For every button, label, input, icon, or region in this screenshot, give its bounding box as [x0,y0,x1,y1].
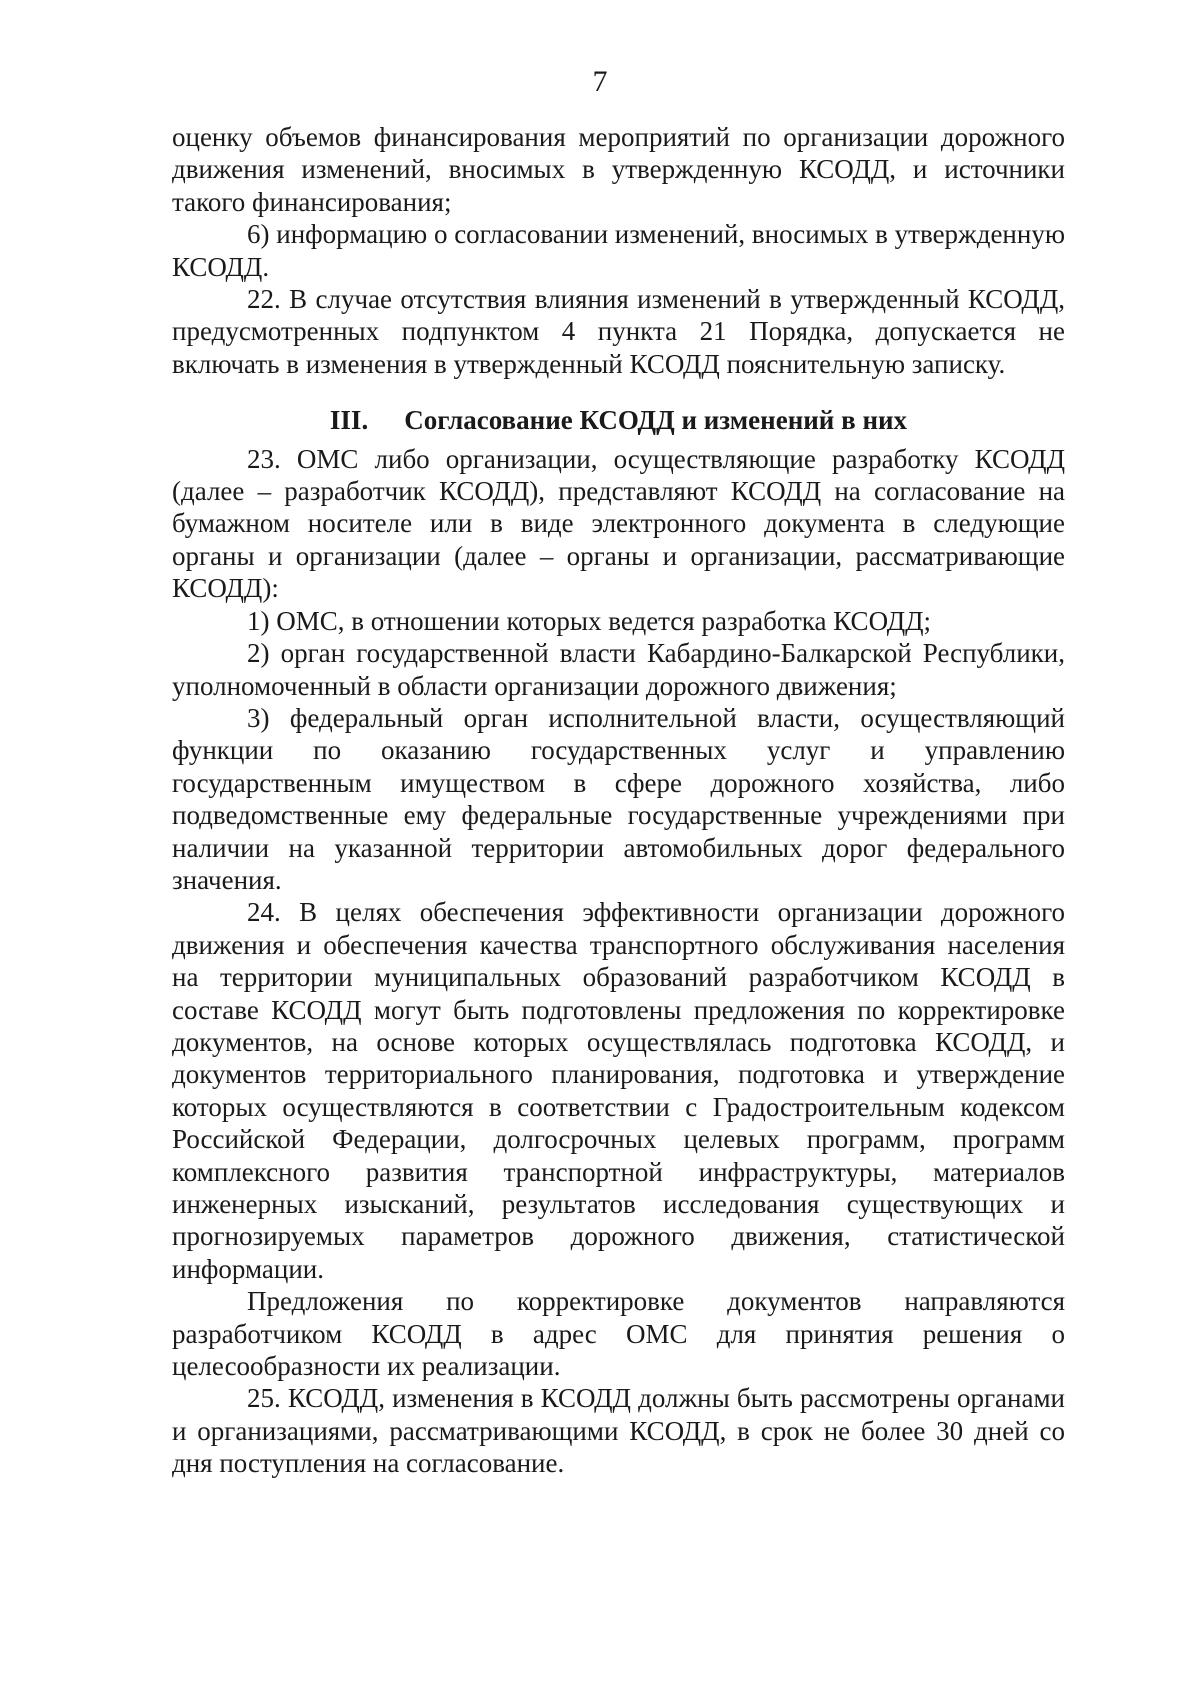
section-number: III. [329,405,369,436]
section-title: Согласование КСОДД и изменений в них [404,405,908,436]
paragraph-clause-24: 24. В целях обеспечения эффективности организации дорожного движения и обеспечения качества транспортного обслуживания населения на территории муниципальных образований разработчиком КСОДД в составе КСОДД могут быть подготовлены предложения по корректировке документов, на основе которых осуществлялась подготовка КСОДД, и документов территориального планирования, подготовка и утверждение которых осуществляются в соответствии с Градостроительным кодексом Российской Федерации, долгосрочных целевых программ, программ комплексного развития транспортной инфраструктуры, материалов инженерных изысканий, результатов исследования существующих и прогнозируемых параметров дорожного движения, статистической информации. [172,897,1065,1284]
paragraph-continuation: оценку объемов финансирования мероприятий по организации дорожного движения изменений, вносимых в утвержденную КСОДД, и источники такого финансирования; [172,122,1065,217]
document-body [172,121,1065,1480]
paragraph-item-3: 3) федеральный орган исполнительной власти, осуществляющий функции по оказанию государственных услуг и управлению государственным имуществом в сфере дорожного хозяйства, либо подведомственные ему федеральные государственные учреждениями при наличии на указанной территории автомобильных дорог федерального значения. [172,702,1065,895]
paragraph-clause-22: 22. В случае отсутствия влияния изменений в утвержденный КСОДД, предусмотренных подпунктом 4 пункта 21 Порядка, допускается не включать в изменения в утвержденный КСОДД пояснительную записку. [172,284,1065,379]
section-heading [172,404,1065,436]
paragraph-clause-23: 23. ОМС либо организации, осуществляющие разработку КСОДД (далее – разработчик КСОДД), представляют КСОДД на согласование на бумажном носителе или в виде электронного документа в следующие органы и организации (далее – органы и организации, рассматривающие КСОДД): [172,443,1065,604]
paragraph-item-2: 2) орган государственной власти Кабардино-Балкарской Республики, уполномоченный в области организации дорожного движения; [172,638,1065,701]
paragraph-item-6: 6) информацию о согласовании изменений, вносимых в утвержденную КСОДД. [172,219,1065,282]
page-number: 7 [592,65,608,98]
paragraph-proposals: Предложения по корректировке документов направляются разработчиком КСОДД в адрес ОМС для принятия решения о целесообразности их реализации. [172,1286,1065,1382]
paragraph-item-1: 1) ОМС, в отношении которых ведется разработка КСОДД; [247,605,932,636]
paragraph-clause-25: 25. КСОДД, изменения в КСОДД должны быть рассмотрены органами и организациями, рассматривающими КСОДД, в срок не более 30 дней со дня поступления на согласование. [172,1383,1065,1479]
